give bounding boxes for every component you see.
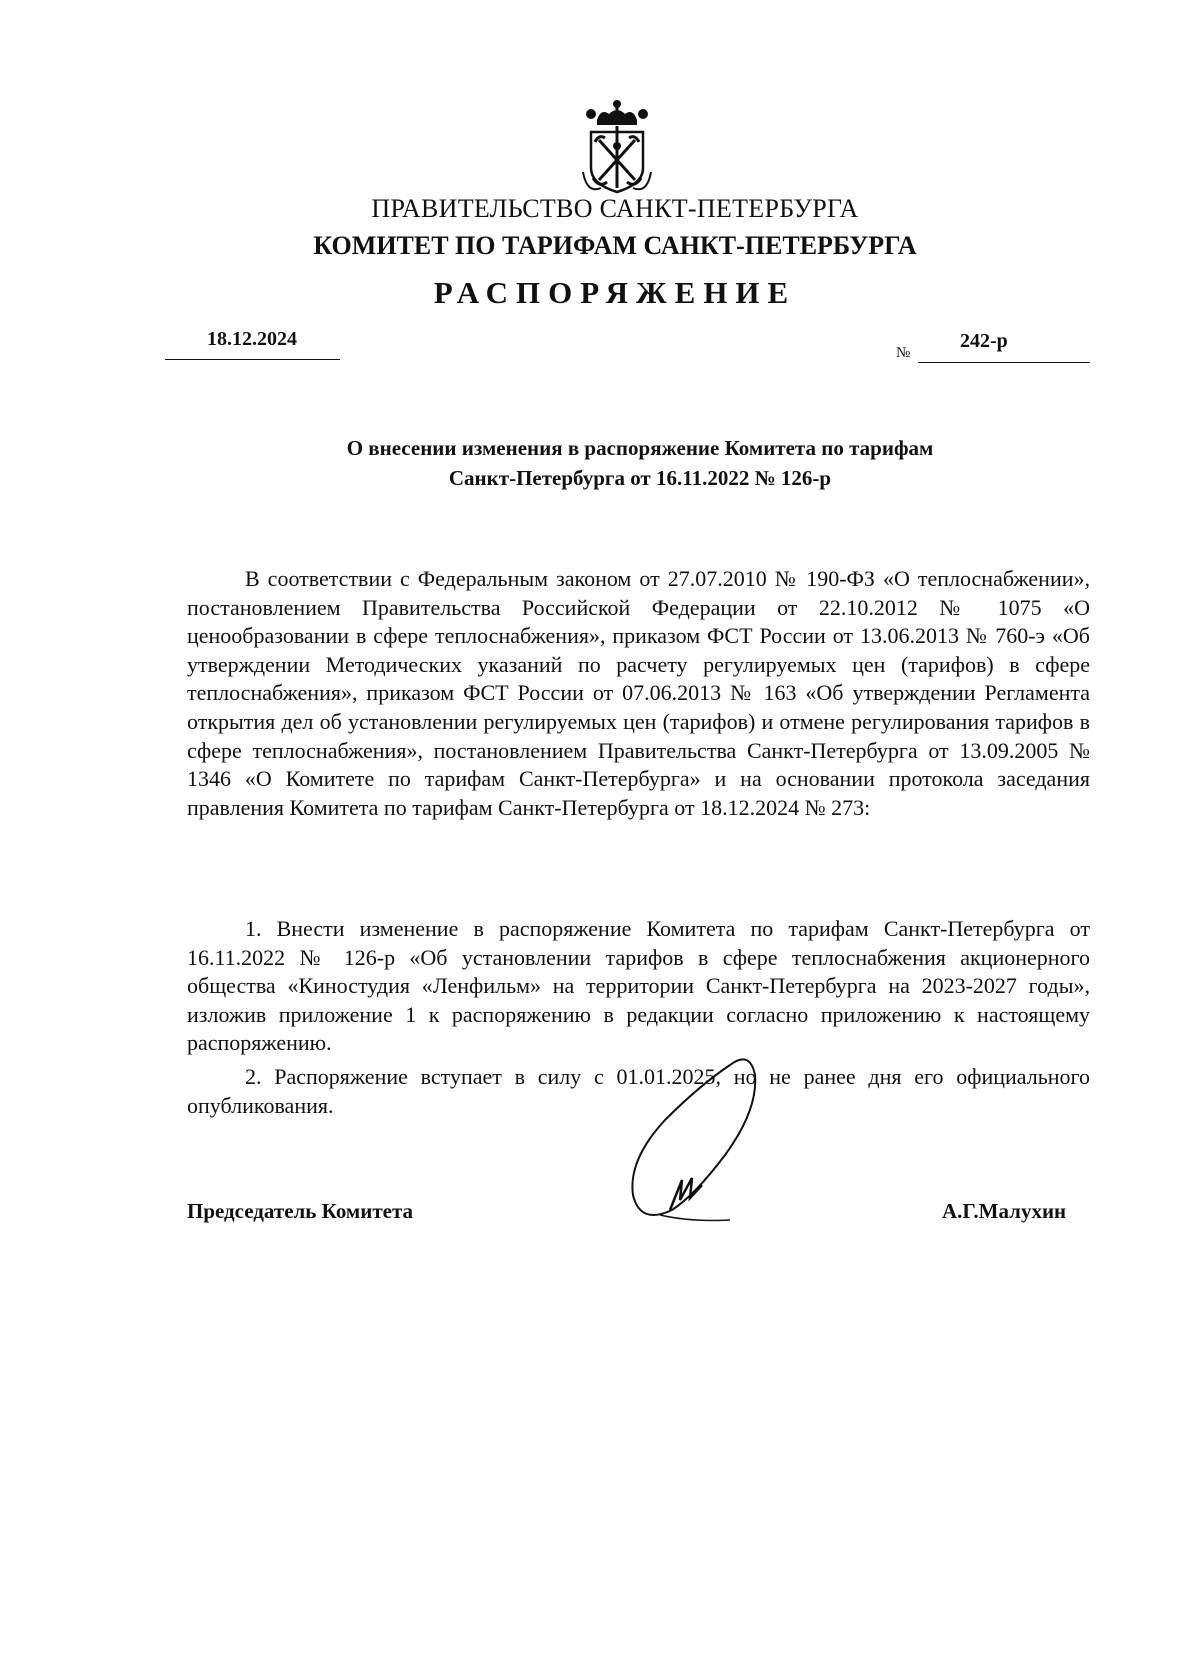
- document-type-title: РАСПОРЯЖЕНИЕ: [433, 275, 797, 310]
- government-title: ПРАВИТЕЛЬСТВО САНКТ-ПЕТЕРБУРГА: [371, 194, 859, 223]
- committee-title: КОМИТЕТ ПО ТАРИФАМ САНКТ-ПЕТЕРБУРГА: [313, 231, 917, 260]
- date-underline: [165, 359, 340, 360]
- signatory-position: Председатель Комитета: [187, 1199, 414, 1223]
- preamble-paragraph: В соответствии с Федеральным законом от 27.07.2010 № 190-ФЗ «О теплоснабжении», постановлением Правительства Российской Федерации от 22.10.2012 № 1075 «О ценообразовании в сфере теплоснабжения», приказом ФСТ России от 13.06.2013 № 760-э «Об утверждении Методических указаний по расчету регулируемых цен (тарифов) в сфере теплоснабжения», приказом ФСТ России от 07.06.2013 № 163 «Об утверждении Регламента открытия дел об установлении регулируемых цен (тарифов) и отмене регулирования тарифов в сфере теплоснабжения», постановлением Правительства Санкт-Петербурга от 13.09.2005 № 1346 «О Комитете по тарифам Санкт-Петербурга» и на основании протокола заседания правления Комитета по тарифам Санкт-Петербурга от 18.12.2024 № 273:: [187, 566, 1090, 820]
- document-date: 18.12.2024: [207, 328, 297, 350]
- signatory-name: А.Г.Малухин: [942, 1199, 1067, 1223]
- document-number: 242-р: [960, 330, 1008, 352]
- coat-of-arms-icon: [577, 98, 657, 198]
- subject-line-1: О внесении изменения в распоряжение Комитета по тарифам: [346, 436, 934, 460]
- number-sign: №: [896, 345, 911, 361]
- order-item-2: 2. Распоряжение вступает в силу с 01.01.2025, но не ранее дня его официального опубликования.: [187, 1064, 1090, 1118]
- order-item-1: 1. Внести изменение в распоряжение Комитета по тарифам Санкт-Петербурга от 16.11.2022 № 126-р «Об установлении тарифов в сфере теплоснабжения акционерного общества «Киностудия «Ленфильм» на территории Санкт-Петербурга на 2023-2027 годы», изложив приложение 1 к распоряжению в редакции согласно приложению к настоящему распоряжению.: [187, 916, 1090, 1056]
- signature-icon: [630, 1050, 780, 1235]
- subject-line-2: Санкт-Петербурга от 16.11.2022 № 126-р: [448, 466, 832, 490]
- number-underline: [918, 362, 1090, 363]
